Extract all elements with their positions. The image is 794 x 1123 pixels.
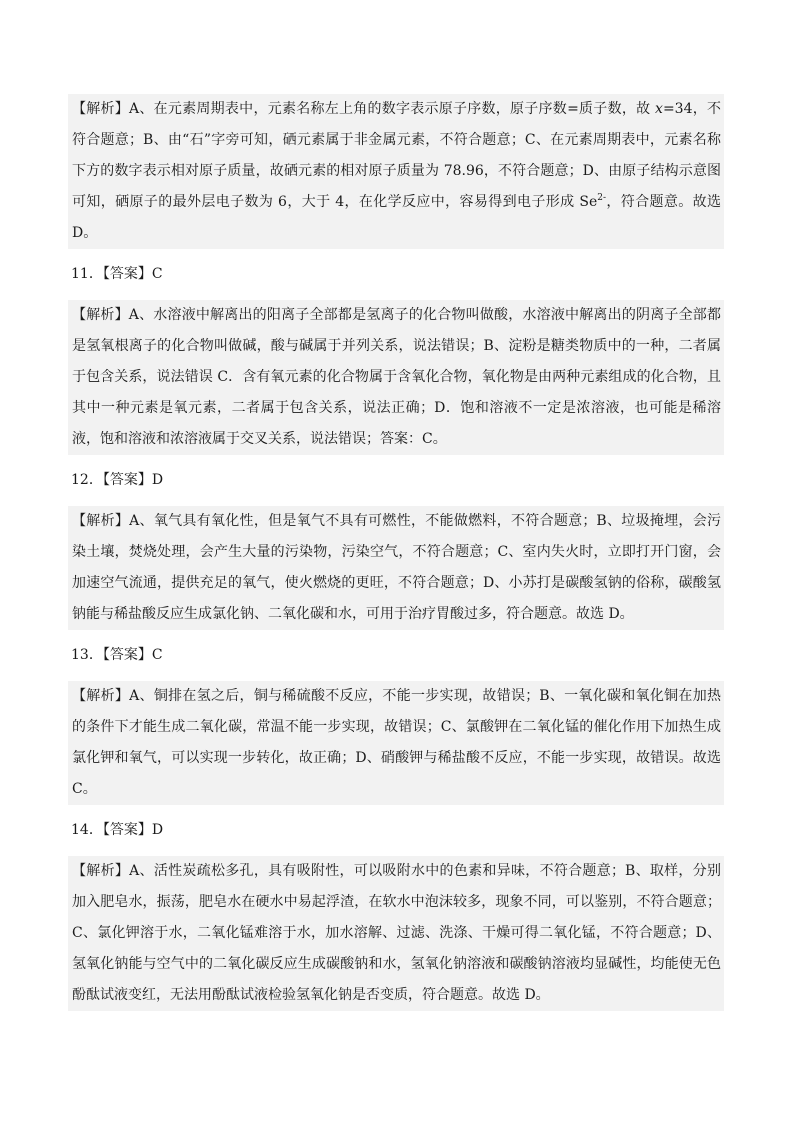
- answer-label: 【答案】: [102, 266, 152, 282]
- answer-label: 【答案】: [102, 647, 152, 663]
- explanation-text: ，符合题意。故选 D。: [72, 194, 722, 241]
- answer-line-12: [71, 465, 724, 496]
- answer-label: 【答案】: [102, 822, 152, 838]
- explanation-text: =34，不符合题意；B、由“石”字旁可知，硒元素属于非金属元素，不符合题意；C、在元素周期表中，元素名称下方的数字表示相对原子质量，故硒元素的相对原子质量为 78.96，不符合题意；D、由原子结构示意图可知，硒原子的最外层电子数为 6，大于 4，在化学反应中，容易得到电子形成 Se: [72, 101, 722, 210]
- explanation-block-14: [68, 856, 724, 1011]
- variable-x: x: [655, 101, 663, 117]
- explanation-label: 【解析】: [72, 863, 130, 879]
- document-page: [68, 94, 724, 1011]
- question-number: 11．: [71, 266, 103, 282]
- explanation-text: A、在元素周期表中，元素名称左上角的数字表示原子序数，原子序数=质子数，故: [129, 101, 656, 117]
- answer-line-13: [71, 640, 724, 671]
- explanation-text: A、氧气具有氧化性，但是氧气不具有可燃性，不能做燃料，不符合题意；B、垃圾掩埋，会污染土壤，焚烧处理，会产生大量的污染物，污染空气，不符合题意；C、室内失火时，立即打开门窗，会加速空气流通，提供充足的氧气，使火燃烧的更旺，不符合题意；D、小苏打是碳酸氢钠的俗称，碳酸氢钠能与稀盐酸反应生成氯化钠、二氧化碳和水，可用于治疗胃酸过多，符合题意。故选 D。: [72, 513, 722, 622]
- explanation-block-12: [68, 506, 724, 630]
- answer-line-11: [71, 259, 724, 290]
- question-number: 14．: [71, 822, 103, 838]
- explanation-label: 【解析】: [72, 688, 130, 704]
- question-number: 13．: [71, 647, 103, 663]
- explanation-text: A、水溶液中解离出的阳离子全部都是氢离子的化合物叫做酸，水溶液中解离出的阴离子全部都是氢氧根离子的化合物叫做碱，酸与碱属于并列关系，说法错误；B、淀粉是糖类物质中的一种，二者属于包含关系，说法错误 C．含有氧元素的化合物属于含氧化合物，氧化物是由两种元素组成的化合物，且其中一种元素是氧元素，二者属于包含关系，说法正确；D．饱和溶液不一定是浓溶液，也可能是稀溶液，饱和溶液和浓溶液属于交叉关系，说法错误；答案：C。: [72, 307, 722, 447]
- explanation-label: 【解析】: [72, 307, 129, 323]
- answer-value: D: [151, 472, 164, 488]
- explanation-text: A、活性炭疏松多孔，具有吸附性，可以吸附水中的色素和异味，不符合题意；B、取样，分别加入肥皂水，振荡，肥皂水在硬水中易起浮渣，在软水中泡沫较多，现象不同，可以鉴别，不符合题意；C、氯化钾溶于水，二氧化锰难溶于水，加水溶解、过滤、洗涤、干燥可得二氧化锰，不符合题意；D、氢氧化钠能与空气中的二氧化碳反应生成碳酸钠和水，氢氧化钠溶液和碳酸钠溶液均显碱性，均能使无色酚酞试液变红，无法用酚酞试液检验氢氧化钠是否变质，符合题意。故选 D。: [72, 863, 722, 1003]
- ion-charge-superscript: 2-: [597, 193, 607, 203]
- question-number: 12．: [71, 472, 103, 488]
- answer-line-14: [71, 815, 724, 846]
- answer-label: 【答案】: [102, 472, 152, 488]
- answer-value: D: [151, 822, 164, 838]
- explanation-block-11: [68, 300, 724, 455]
- explanation-text: A、铜排在氢之后，铜与稀硫酸不反应，不能一步实现，故错误；B、一氧化碳和氧化铜在加热的条件下才能生成二氧化碳，常温不能一步实现，故错误；C、氯酸钾在二氧化锰的催化作用下加热生成氯化钾和氧气，可以实现一步转化，故正确；D、硝酸钾与稀盐酸不反应，不能一步实现，故错误。故选 C。: [72, 688, 722, 797]
- explanation-label: 【解析】: [72, 513, 130, 529]
- explanation-block-13: [68, 681, 724, 805]
- answer-value: C: [151, 266, 163, 282]
- explanation-label: 【解析】: [72, 101, 130, 117]
- explanation-block-10: [68, 94, 724, 249]
- answer-value: C: [151, 647, 163, 663]
